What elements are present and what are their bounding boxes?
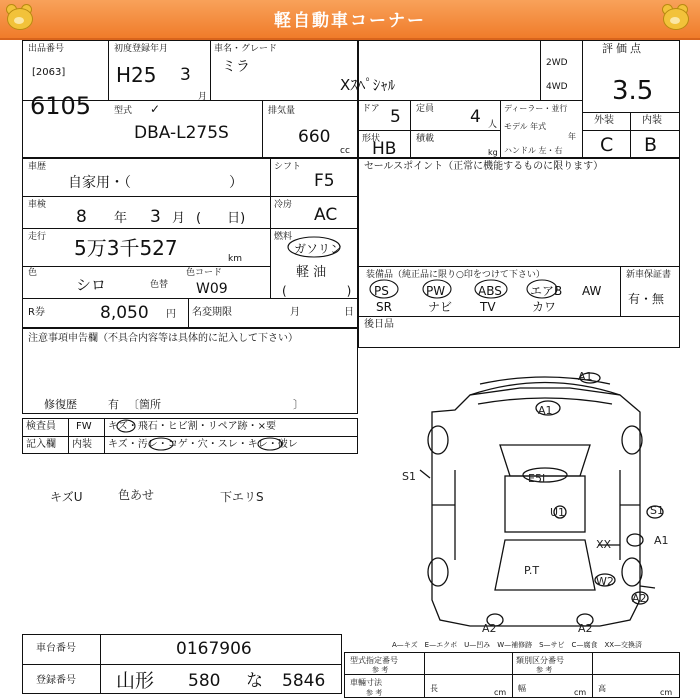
inspection-year: 8 (76, 207, 87, 227)
footer-ref: 参 考 (366, 689, 383, 697)
diagram-mark: E5I (528, 472, 546, 485)
recycle-value: 8,050 (100, 303, 149, 323)
equip-pw: PW (426, 284, 446, 298)
plate-number: 5846 (282, 671, 326, 691)
repair-location: 〔箇所 〕 (128, 398, 304, 411)
notes-label: 注意事項申告欄（不具合内容等は具体的に記入して下さい） (28, 333, 298, 344)
diagram-mark: W2 (596, 575, 614, 588)
model-year-label: モデル 年式 (504, 122, 547, 131)
displacement-unit: cc (340, 146, 350, 156)
plate-kana: な (246, 671, 263, 691)
color-label: 色 (28, 268, 38, 278)
type-label: 型式 (114, 106, 133, 116)
first-reg-label: 初度登録年月 (114, 44, 169, 54)
displacement-value: 660 (298, 127, 331, 147)
first-reg-era: H25 (116, 63, 157, 87)
listing-label: 出品番号 (28, 44, 65, 54)
transfer-month: 月 (290, 307, 300, 318)
shift-label: シフト (274, 162, 302, 172)
recycle-label: R券 (28, 307, 45, 318)
footer-ref: 参 考 (372, 666, 389, 674)
score-value: 3.5 (612, 76, 654, 106)
first-reg-month-unit: 月 (198, 92, 208, 102)
footer-category: 類別区分番号 (516, 656, 564, 665)
doors-label: ドア (362, 104, 380, 114)
handwritten-note: キズU (50, 490, 83, 504)
equip-abs: ABS (478, 284, 502, 298)
score-ext-value: C (600, 134, 614, 156)
color-value: シロ (76, 276, 107, 294)
color-code-value: W09 (196, 281, 228, 297)
transfer-label: 名変期限 (192, 307, 232, 318)
score-ext-label: 外装 (594, 115, 614, 126)
dim-unit: cm (660, 688, 673, 697)
equip-leather: カワ (532, 300, 557, 314)
diagram-mark: A1 (654, 534, 669, 547)
footer-model-designation: 型式指定番号 (350, 656, 398, 665)
listing-number: 6105 (30, 92, 92, 120)
repair-value: 有 (108, 398, 119, 411)
dim-unit: cm (494, 688, 507, 697)
inspection-label: 車検 (28, 200, 47, 210)
inspection-day: ( 日) (196, 211, 246, 226)
inspection-month: 3 (150, 207, 161, 227)
fuel-label: 燃料 (274, 232, 293, 242)
diagram-mark: A2 (482, 622, 497, 635)
model-grade: Xｽﾍﾟｼｬﾙ (340, 76, 396, 94)
doors-value: 5 (390, 107, 401, 127)
diagram-mark: A1 (538, 404, 553, 417)
dim-width: 幅 (518, 684, 526, 693)
sales-point-label: セールスポイント（正常に機能するものに限ります） (364, 161, 604, 172)
capacity-unit: 人 (488, 120, 498, 130)
dim-unit: cm (574, 688, 587, 697)
handle-label: ハンドル 左・右 (504, 146, 563, 155)
dim-height: 高 (598, 684, 606, 693)
warranty-value: 有・無 (628, 292, 665, 306)
type-mark: ✓ (150, 102, 161, 116)
history-label: 車歴 (28, 162, 47, 172)
equip-ps: PS (374, 284, 389, 298)
color-change-label: 色替 (150, 280, 169, 290)
banner-title: 軽自動車コーナー (274, 11, 426, 31)
mileage-unit: km (228, 254, 242, 264)
fuel-diesel: 軽 油 (296, 265, 327, 280)
fuel-gas: ガソリン (294, 242, 343, 256)
load-unit: kg (488, 148, 498, 157)
equip-navi: ナビ (428, 300, 453, 314)
checklist-row1-items: キズ・飛石・ヒビ割・リペア跡・×要 (108, 421, 276, 432)
dim-length: 長 (430, 684, 438, 693)
shape-value: HB (372, 139, 397, 159)
score-int-value: B (644, 134, 658, 156)
checklist-row1-head: FW (76, 421, 92, 432)
load-label: 積載 (416, 134, 435, 144)
plate-region: 山形 (116, 670, 155, 692)
drive-4wd: 4WD (546, 82, 568, 92)
drive-2wd: 2WD (546, 58, 568, 68)
damage-legend: A—キズ E—エクボ U—凹み W—補修跡 S—サビ C—腐食 XX—交換済 (392, 641, 643, 649)
capacity-label: 定員 (416, 104, 435, 114)
footer-ref: 参 考 (536, 666, 553, 674)
diagram-mark: S1 (402, 470, 416, 483)
equipment-label: 装備品（純正品に限り○印をつけて下さい） (366, 270, 545, 280)
equip-aw: AW (582, 284, 602, 298)
checklist-row2-label: 記入欄 (26, 439, 56, 450)
equip-tv: TV (480, 300, 496, 314)
ac-value: AC (314, 205, 338, 225)
model-label: 車名・グレード (214, 44, 278, 54)
diagram-mark: P.T (524, 564, 540, 577)
inspection-year-unit: 年 (114, 211, 128, 226)
first-reg-month: 3 (180, 65, 191, 85)
model-year-unit: 年 (568, 132, 576, 141)
handwritten-note: 下エリS (220, 490, 264, 504)
diagram-mark: XX (596, 538, 612, 551)
model-name: ミラ (222, 59, 250, 75)
score-int-label: 内装 (642, 115, 662, 126)
capacity-value: 4 (470, 107, 481, 127)
displacement-label: 排気量 (268, 106, 296, 116)
shift-value: F5 (314, 171, 335, 191)
history-value: 自家用・（ ） (68, 175, 243, 191)
checklist-row2-items: キズ・汚レ・コゲ・穴・スレ・キレ・破レ (108, 439, 298, 450)
chassis-label: 車台番号 (36, 643, 76, 654)
checklist-row1-label: 検査員 (26, 421, 56, 432)
shape-label: 形状 (362, 134, 381, 144)
equip-sr: SR (376, 300, 392, 314)
recycle-unit: 円 (166, 309, 176, 320)
color-code-label: 色コード (186, 268, 223, 278)
repair-label: 修復歴 (44, 398, 77, 411)
transfer-day: 日 (344, 307, 354, 318)
plate-label: 登録番号 (36, 675, 76, 686)
diagram-mark: A2 (632, 592, 647, 605)
diagram-mark: U1 (550, 506, 566, 519)
handwritten-note: 色あせ (118, 488, 155, 502)
mileage-label: 走行 (28, 232, 47, 242)
diagram-mark: A1 (578, 370, 593, 383)
score-label: 評価点 (602, 42, 644, 55)
chassis-value: 0167906 (176, 639, 252, 659)
inspection-month-unit: 月 (172, 211, 186, 226)
equip-airbag: エアB (530, 284, 563, 298)
dealer-label: ディーラー・並行 (504, 104, 568, 113)
after-install-label: 後日品 (364, 319, 394, 330)
fuel-paren: ( ) (282, 284, 352, 298)
warranty-label: 新車保証書 (626, 270, 672, 280)
diagram-mark: S1 (650, 504, 664, 517)
ac-label: 冷房 (274, 200, 293, 210)
checklist-row2-head: 内装 (72, 439, 92, 450)
listing-sub: [2063] (32, 67, 66, 78)
mileage-value: 5万3千527 (74, 236, 178, 260)
plate-class: 580 (188, 671, 221, 691)
type-value: DBA-L275S (134, 123, 229, 143)
footer-dimensions: 車輛寸法 (350, 678, 382, 687)
diagram-mark: A2 (578, 622, 593, 635)
